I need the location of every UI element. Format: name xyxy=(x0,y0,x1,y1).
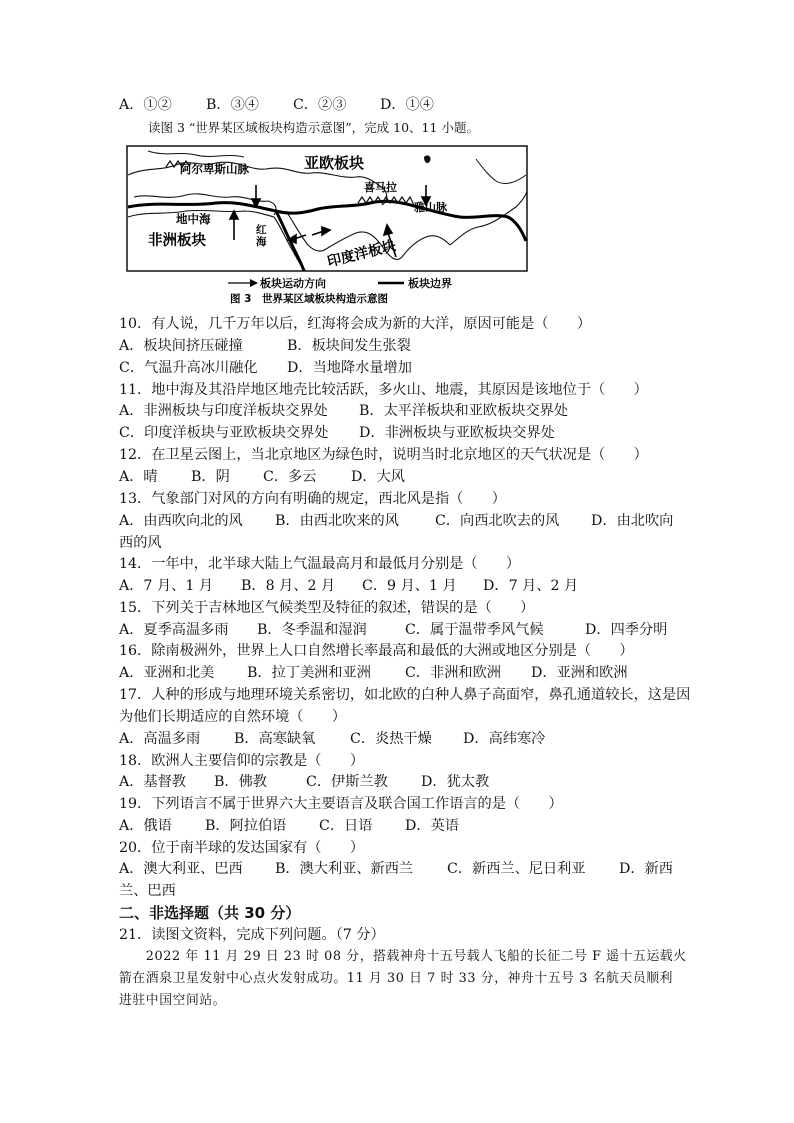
q12-option-c: C．多云 xyxy=(263,469,317,485)
q20-option-a: A．澳大利亚、巴西 xyxy=(119,861,243,877)
q13-option-d-cont: 西的风 xyxy=(119,535,162,551)
label-alps: 阿尔卑斯山脉 xyxy=(180,162,249,176)
q17-option-d: D．高纬寒冷 xyxy=(463,731,546,747)
label-mediterranean: 地中海 xyxy=(176,212,211,226)
q19-option-b: B．阿拉伯语 xyxy=(205,818,287,834)
q10-option-b: B．板块间发生张裂 xyxy=(287,338,411,354)
q10-option-c: C．气温升高冰川融化 xyxy=(119,360,258,376)
q11-option-c: C．印度洋板块与亚欧板块交界处 xyxy=(119,425,329,441)
q13-stem: 13．气象部门对风的方向有明确的规定，西北风是指（ ） xyxy=(119,491,506,507)
q17-stem-cont: 为他们长期适应的自然环境（ ） xyxy=(119,709,347,725)
q17-option-a: A．高温多雨 xyxy=(119,731,201,747)
q18-option-b: B．佛教 xyxy=(214,774,267,790)
map-legend xyxy=(228,276,452,290)
q20-stem: 20．位于南半球的发达国家有（ ） xyxy=(119,840,365,856)
q9-option-c: C．②③ xyxy=(293,97,347,113)
q13-option-a: A．由西吹向北的风 xyxy=(119,513,243,529)
map-intro-text: 读图 3 “世界某区域板块构造示意图”，完成 10、11 小题。 xyxy=(148,120,479,135)
q12-option-a: A．晴 xyxy=(119,469,158,485)
q12-stem: 12．在卫星云图上，当北京地区为绿色时，说明当时北京地区的天气状况是（ ） xyxy=(119,447,648,463)
q13-option-c: C．向西北吹去的风 xyxy=(435,513,560,529)
q12-option-d: D．大风 xyxy=(351,469,405,485)
label-himalaya-1: 喜马拉 xyxy=(364,181,397,194)
q17-option-c: C．炎热干燥 xyxy=(350,731,432,747)
q20-option-d-cont: 兰、巴西 xyxy=(119,883,176,899)
q21-passage-line-2: 箭在酒泉卫星发射中心点火发射成功。11 月 30 日 7 时 33 分，神舟十五号 3 名航天员顺利 xyxy=(119,971,674,986)
q21-passage xyxy=(119,946,687,1012)
q19-option-d: D．英语 xyxy=(405,818,459,834)
q16-option-c: C．非洲和欧洲 xyxy=(405,665,501,681)
q11-option-b: B．太平洋板块和亚欧板块交界处 xyxy=(359,403,569,419)
plate-tectonics-map xyxy=(126,145,656,305)
q20-option-b: B．澳大利亚、新西兰 xyxy=(275,861,414,877)
q18-stem: 18．欧洲人主要信仰的宗教是（ ） xyxy=(119,753,365,769)
q13-option-b: B．由西北吹来的风 xyxy=(275,513,399,529)
q9-option-b: B．③④ xyxy=(206,97,259,113)
q21-passage-line-1: 2022 年 11 月 29 日 23 时 08 分，搭载神舟十五号载人飞船的长征二号 F 遥十五运载火 xyxy=(119,949,687,964)
map-caption: 图 3 世界某区域板块构造示意图 xyxy=(230,293,388,305)
label-indian-plate: 印度洋板块 xyxy=(325,237,398,271)
q15-stem: 15．下列关于吉林地区气候类型及特征的叙述，错误的是（ ） xyxy=(119,600,535,616)
legend-boundary-label: 板块边界 xyxy=(408,277,452,290)
q14-option-b: B．8 月、2 月 xyxy=(241,578,336,594)
q21-passage-line-3: 进驻中国空间站。 xyxy=(119,993,227,1008)
q20-option-d: D．新西 xyxy=(619,861,673,877)
legend-motion-label: 板块运动方向 xyxy=(260,277,326,290)
q11-option-a: A．非洲板块与印度洋板块交界处 xyxy=(119,403,328,419)
q9-option-d: D．①④ xyxy=(380,97,434,113)
q14-option-d: D．7 月、2 月 xyxy=(483,578,579,594)
q15-option-a: A．夏季高温多雨 xyxy=(119,622,229,638)
label-red-sea-1: 红 xyxy=(256,224,267,236)
q15-option-b: B．冬季温和湿润 xyxy=(257,622,367,638)
q14-option-a: A．7 月、1 月 xyxy=(119,578,214,594)
q16-option-a: A．亚洲和北美 xyxy=(119,665,215,681)
q11-stem: 11．地中海及其沿岸地区地壳比较活跃，多火山、地震，其原因是该地位于（ ） xyxy=(119,382,648,398)
q11-option-d: D．非洲板块与亚欧板块交界处 xyxy=(359,425,555,441)
q14-stem: 14．一年中，北半球大陆上气温最高月和最低月分别是（ ） xyxy=(119,556,521,572)
q17-option-b: B．高寒缺氧 xyxy=(234,731,316,747)
section-2-title: 二、非选择题（共 30 分） xyxy=(119,904,301,922)
q15-option-c: C．属于温带季风气候 xyxy=(405,622,544,638)
q9-option-a: A．①② xyxy=(119,97,172,113)
q19-stem: 19．下列语言不属于世界六大主要语言及联合国工作语言的是（ ） xyxy=(119,796,563,812)
q16-stem: 16．除南极洲外，世界上人口自然增长率最高和最低的大洲或地区分别是（ ） xyxy=(119,643,634,659)
q10-option-a: A．板块间挤压碰撞 xyxy=(119,338,243,354)
q18-option-c: C．伊斯兰教 xyxy=(306,774,388,790)
q19-option-c: C．日语 xyxy=(319,818,373,834)
label-red-sea-2: 海 xyxy=(256,236,267,248)
q18-option-d: D．犹太教 xyxy=(421,774,490,790)
label-himalaya-2: 雅山脉 xyxy=(414,201,447,214)
q20-option-c: C．新西兰、尼日利亚 xyxy=(447,861,586,877)
q17-stem: 17．人种的形成与地理环境关系密切，如北欧的白种人鼻子高面窄，鼻孔通道较长，这是因 xyxy=(119,687,691,703)
q16-option-d: D．亚洲和欧洲 xyxy=(531,665,628,681)
q14-option-c: C．9 月、1 月 xyxy=(362,578,457,594)
q10-option-d: D．当地降水量增加 xyxy=(287,360,412,376)
q19-option-a: A．俄语 xyxy=(119,818,172,834)
label-eurasian-plate: 亚欧板块 xyxy=(304,154,365,172)
q10-stem: 10．有人说，几千万年以后，红海将会成为新的大洋，原因可能是（ ） xyxy=(119,316,592,332)
q12-option-b: B．阴 xyxy=(191,469,230,485)
q21-stem: 21．读图文资料，完成下列问题。（7 分） xyxy=(119,927,385,943)
q13-option-d: D．由北吹向 xyxy=(591,513,674,529)
q16-option-b: B．拉丁美洲和亚洲 xyxy=(247,665,371,681)
q18-option-a: A．基督教 xyxy=(119,774,186,790)
q15-option-d: D．四季分明 xyxy=(585,622,668,638)
label-african-plate: 非洲板块 xyxy=(148,233,206,249)
legend-arrow-head xyxy=(250,279,258,287)
